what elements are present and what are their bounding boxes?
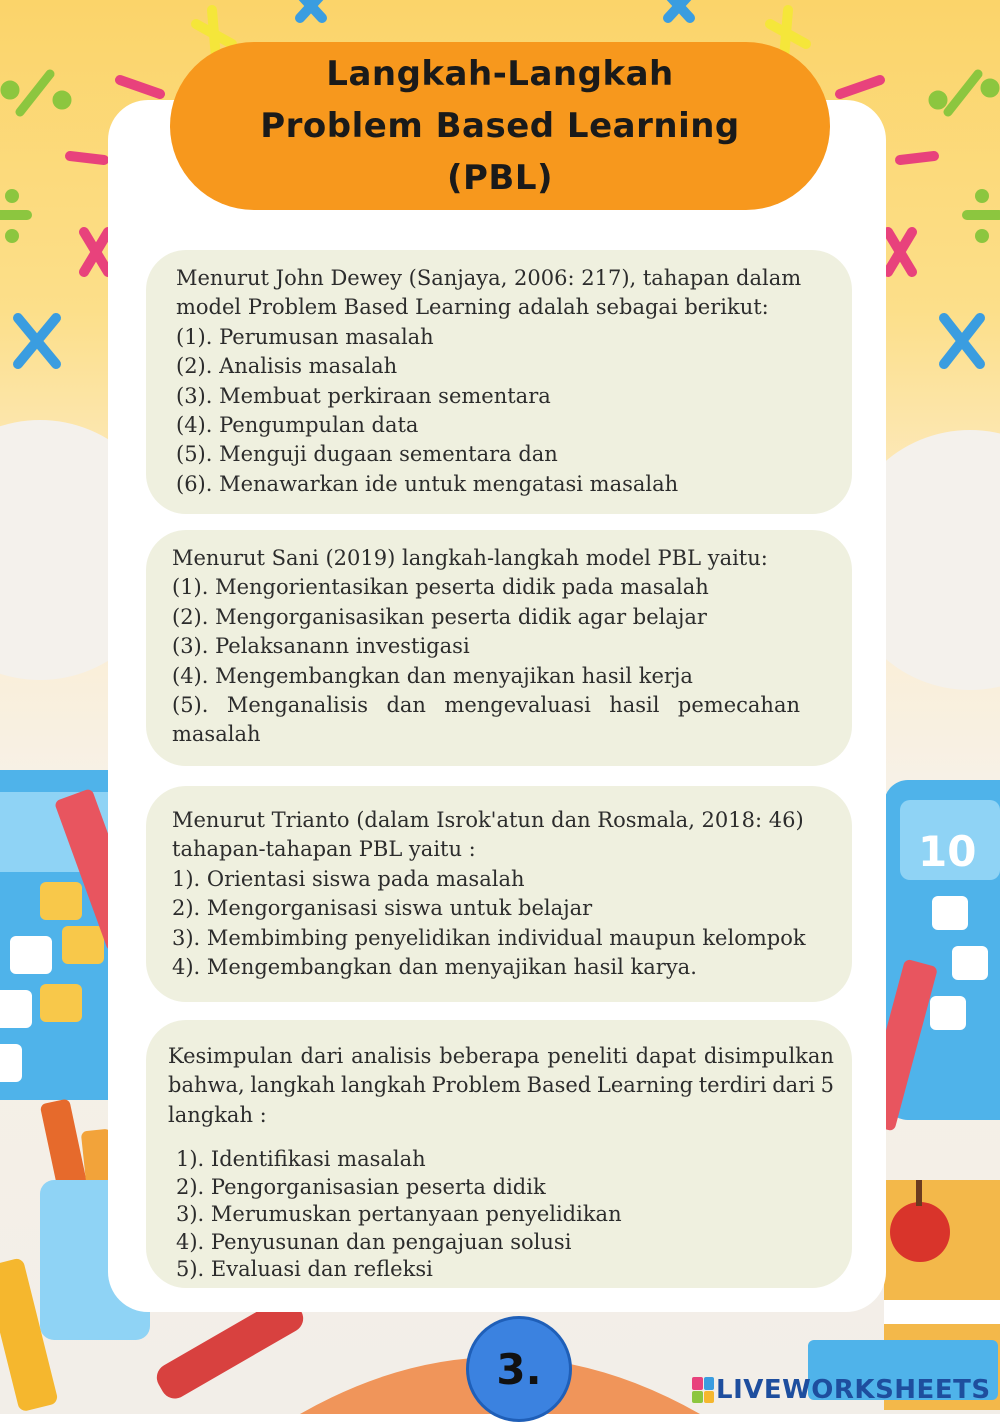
conclusion-line-1: [168, 1042, 834, 1071]
list-item: 4). Penyusunan dan pengajuan solusi: [176, 1229, 572, 1254]
title-banner: [170, 42, 830, 210]
word: beberapa: [439, 1044, 540, 1068]
title-line-2: Problem Based Learning: [260, 106, 740, 146]
text-line: tahapan-tahapan PBL yaitu :: [172, 837, 476, 862]
word: (5).: [172, 693, 209, 718]
section-kesimpulan: [146, 1020, 852, 1288]
conclusion-line-3: langkah :: [168, 1102, 267, 1127]
text-line: masalah: [172, 722, 261, 747]
word: 5: [820, 1073, 834, 1098]
liveworksheets-icon: [692, 1377, 714, 1403]
list-item: 4). Mengembangkan dan menyajikan hasil karya.: [172, 955, 697, 980]
list-item: (5). Menguji dugaan sementara dan: [176, 442, 558, 467]
section-john-dewey: [146, 250, 852, 514]
conclusion-line-2: [168, 1071, 834, 1100]
list-item: 1). Orientasi siswa pada masalah: [172, 866, 525, 891]
word: terdiri: [698, 1073, 767, 1098]
list-item: 3). Merumuskan pertanyaan penyelidikan: [176, 1202, 622, 1227]
word: Menganalisis: [226, 693, 369, 718]
text-line: Menurut Sani (2019) langkah-langkah model PBL yaitu:: [172, 546, 768, 570]
word: pemecahan: [677, 693, 800, 718]
list-item: 5). Evaluasi dan refleksi: [176, 1257, 433, 1282]
list-item: 1). Identifikasi masalah: [176, 1147, 426, 1172]
word: dari: [772, 1073, 815, 1098]
word: dapat: [635, 1044, 697, 1068]
list-item: (1). Mengorientasikan peserta didik pada masalah: [172, 575, 709, 600]
word: langkah: [250, 1073, 336, 1098]
text-line: model Problem Based Learning adalah sebagai berikut:: [176, 295, 769, 320]
word: peneliti: [547, 1044, 628, 1068]
word: bahwa,: [168, 1073, 245, 1098]
liveworksheets-logo: [692, 1374, 991, 1406]
section-trianto: [146, 786, 852, 1002]
title-line-3: (PBL): [446, 158, 554, 198]
word: Based: [526, 1073, 592, 1098]
svg-text:10: 10: [918, 827, 977, 876]
word: hasil: [609, 693, 660, 718]
list-item: (3). Membuat perkiraan sementara: [176, 383, 551, 408]
title-line-1: Langkah-Langkah: [326, 54, 674, 94]
list-item: (2). Mengorganisasikan peserta didik agar belajar: [172, 604, 707, 629]
word: Kesimpulan: [168, 1044, 293, 1068]
brand-name: LIVEWORKSHEETS: [716, 1375, 991, 1405]
page-number-badge: 3.: [466, 1316, 572, 1422]
list-item: (2). Analisis masalah: [176, 354, 398, 379]
word: dari: [300, 1044, 344, 1068]
text-line: Menurut John Dewey (Sanjaya, 2006: 217), tahapan dalam: [176, 266, 802, 290]
justified-list-item: [172, 691, 800, 720]
list-item: (6). Menawarkan ide untuk mengatasi masalah: [176, 471, 679, 496]
list-item: (4). Mengembangkan dan menyajikan hasil kerja: [172, 663, 693, 688]
section-sani: [146, 530, 852, 766]
list-item: (3). Pelaksanann investigasi: [172, 634, 470, 659]
list-item: 2). Pengorganisasian peserta didik: [176, 1174, 546, 1199]
word: mengevaluasi: [444, 693, 591, 718]
list-item: 2). Mengorganisasi siswa untuk belajar: [172, 896, 593, 921]
list-item: (4). Pengumpulan data: [176, 413, 419, 438]
word: disimpulkan: [703, 1044, 834, 1068]
list-item: (1). Perumusan masalah: [176, 324, 434, 349]
word: Learning: [596, 1073, 694, 1098]
text-line: Menurut Trianto (dalam Isrok'atun dan Rosmala, 2018: 46): [172, 808, 804, 832]
word: Problem: [431, 1073, 521, 1098]
word: langkah: [341, 1073, 426, 1098]
list-item: 3). Membimbing penyelidikan individual maupun kelompok: [172, 925, 806, 950]
word: dan: [386, 693, 426, 718]
word: analisis: [351, 1044, 432, 1068]
